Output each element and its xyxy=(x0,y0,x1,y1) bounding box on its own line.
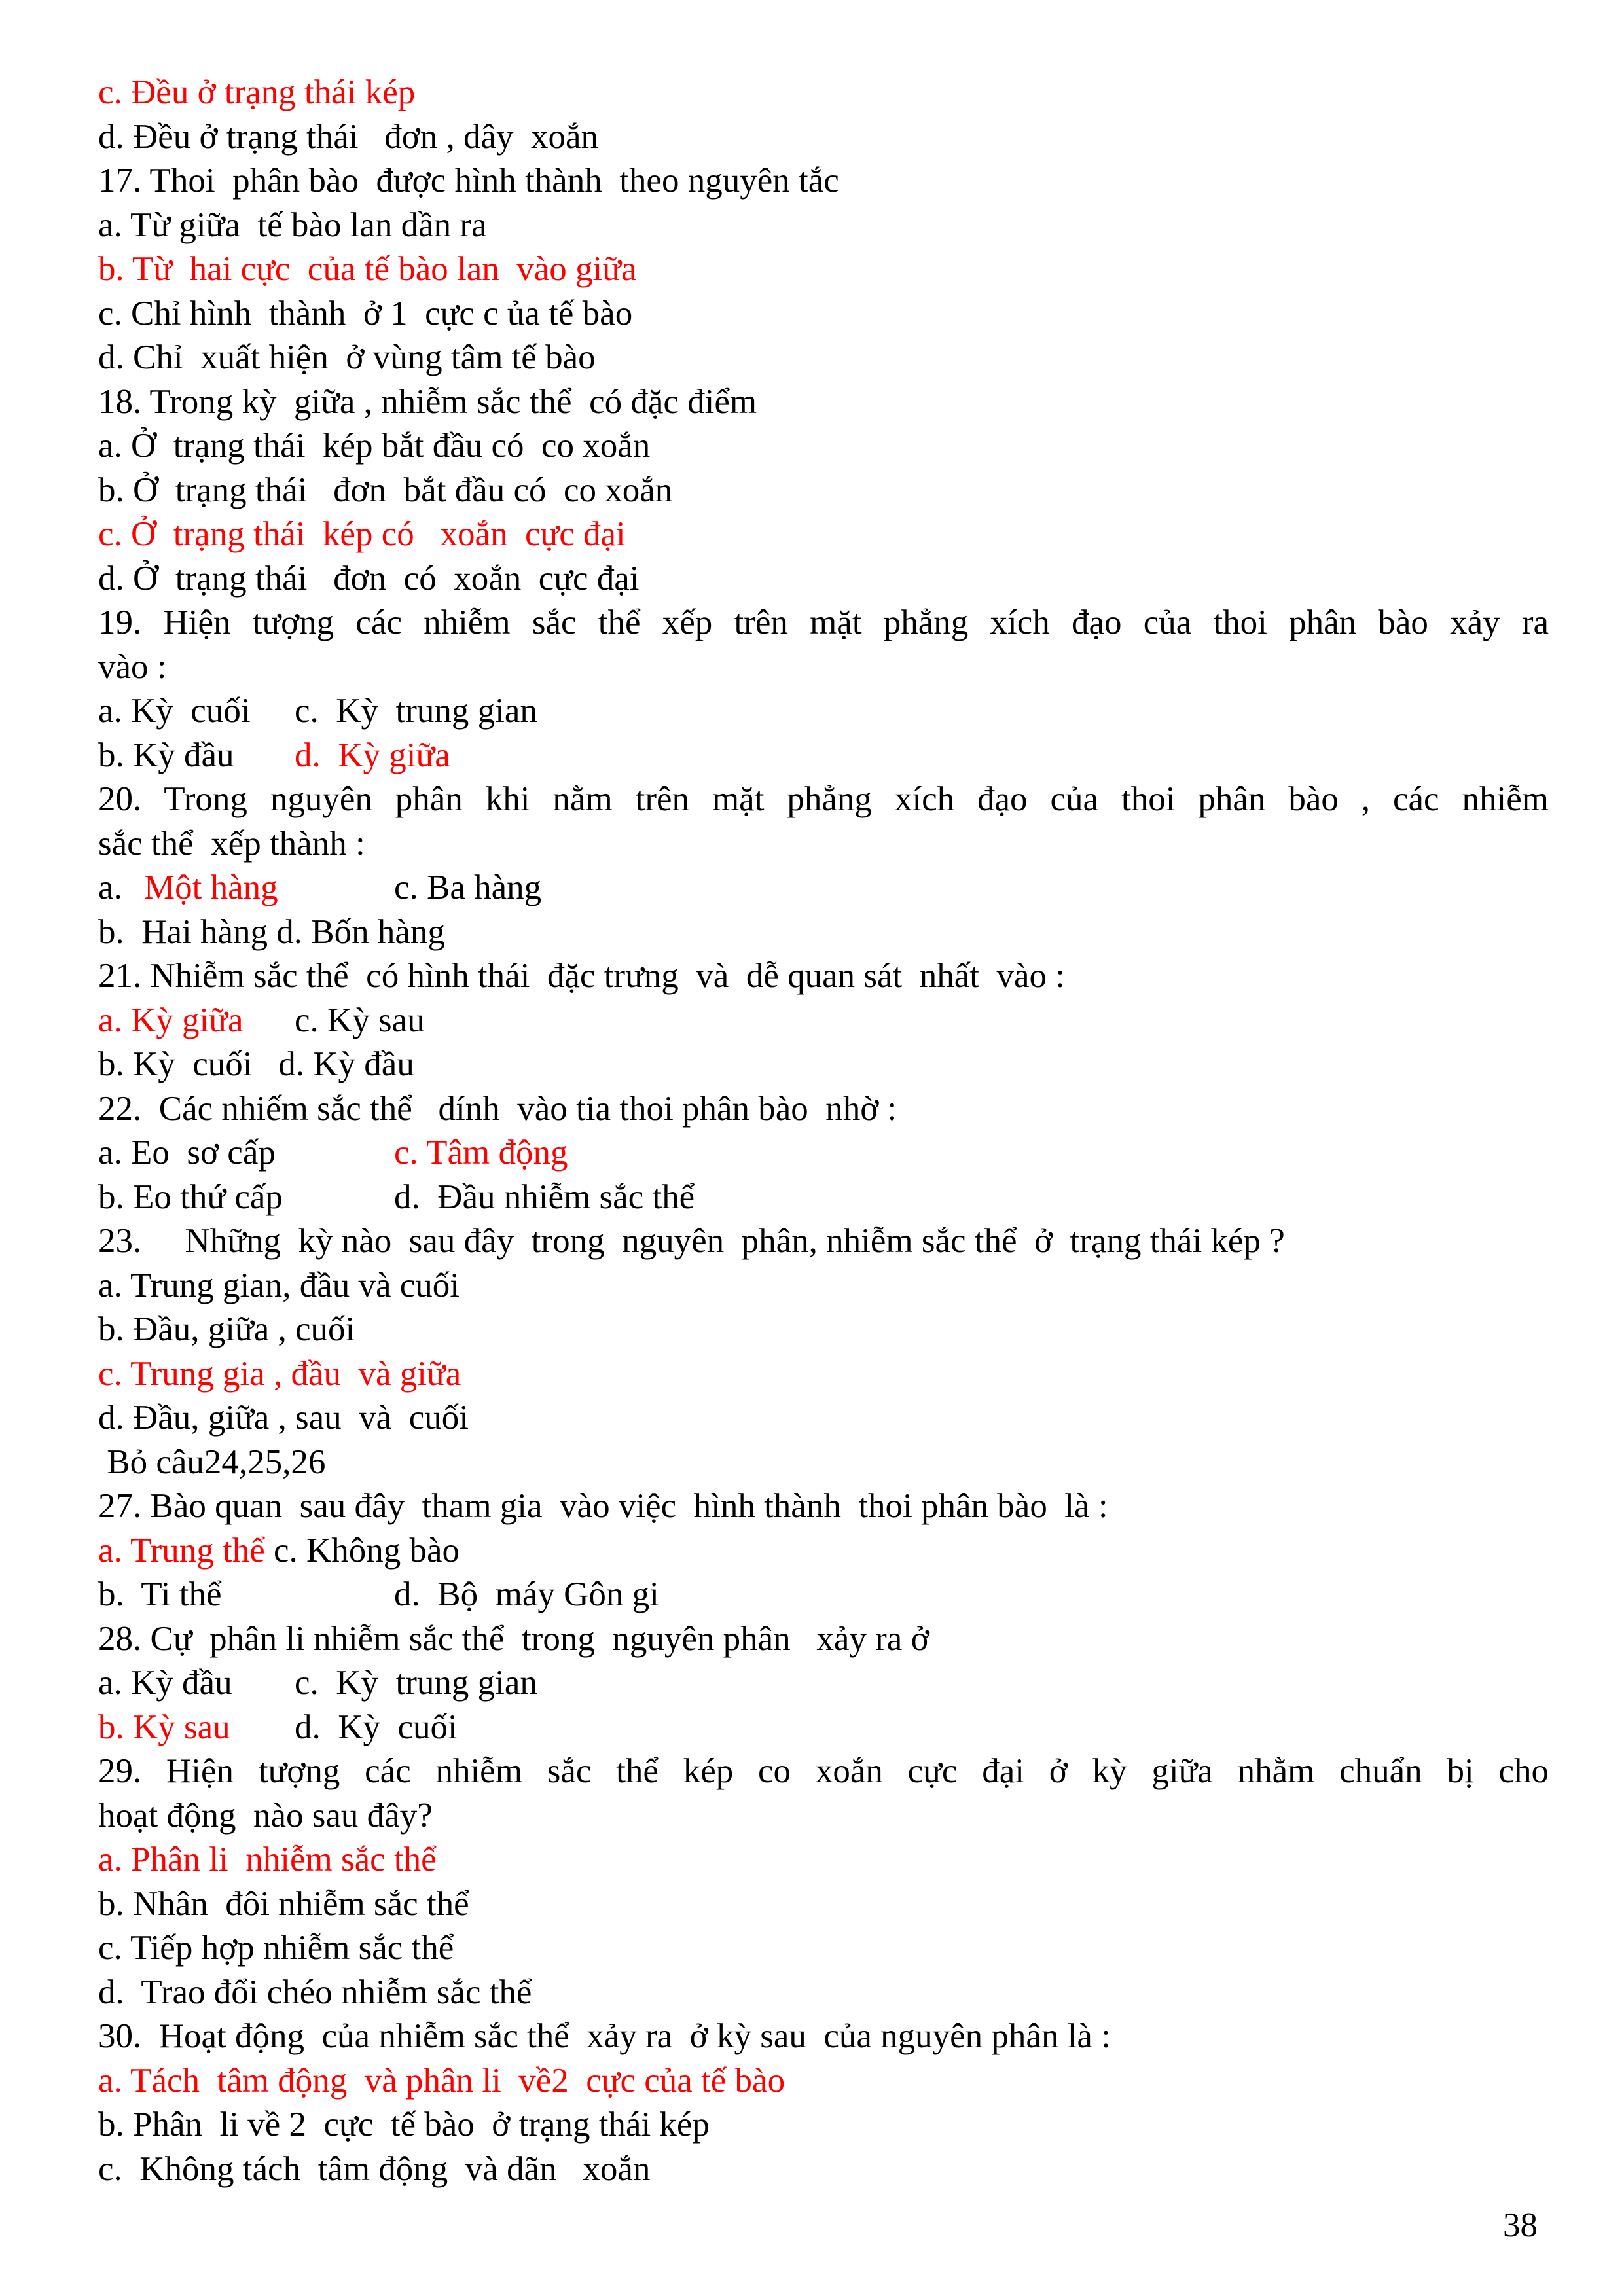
option-line: b. Phân li về 2 cực tế bào ở trạng thái kép xyxy=(98,2106,710,2144)
question-28: 28. Cự phân li nhiễm sắc thể trong nguyên phân xảy ra ở xyxy=(98,1619,929,1658)
note-line: Bỏ câu24,25,26 xyxy=(98,1443,326,1481)
page-number: 38 xyxy=(1503,2206,1538,2244)
answer-line: c. Đều ở trạng thái kép xyxy=(98,73,416,111)
option-a: a. Kỳ đầu xyxy=(98,1664,232,1702)
option-row xyxy=(98,734,1549,778)
option-b: b. Eo thứ cấp xyxy=(98,1177,283,1216)
option-line: d. Trao đổi chéo nhiễm sắc thể xyxy=(98,1973,532,2011)
option-a: a. Eo sơ cấp xyxy=(98,1134,276,1172)
option-line: b. Ở trạng thái đơn bắt đầu có co xoắn xyxy=(98,471,673,509)
question-19: 19. Hiện tượng các nhiễm sắc thể xếp trên mặt phẳng xích đạo của thoi phân bào xảy ra xyxy=(98,603,1549,641)
option-c: c. Ba hàng xyxy=(394,869,542,906)
option-line: b. Nhân đôi nhiễm sắc thể xyxy=(98,1884,469,1923)
option-line: b. Kỳ cuối d. Kỳ đầu xyxy=(98,1045,414,1083)
question-18: 18. Trong kỳ giữa , nhiễm sắc thể có đặc điểm xyxy=(98,382,757,421)
option-a-answer: Một hàng xyxy=(144,869,278,906)
option-c: c. Không bào xyxy=(264,1531,460,1570)
option-d: d. Bộ máy Gôn gi xyxy=(394,1575,659,1613)
option-row xyxy=(98,999,1549,1043)
option-line: d. Đầu, giữa , sau và cuối xyxy=(98,1399,469,1437)
option-c-answer: c. Tâm động xyxy=(394,1134,568,1172)
option-c: c. Kỳ trung gian xyxy=(295,692,537,730)
option-row xyxy=(98,1706,1549,1750)
question-30: 30. Hoạt động của nhiễm sắc thể xảy ra ở kỳ sau của nguyên phân là : xyxy=(98,2017,1111,2055)
option-a: a. Kỳ cuối xyxy=(98,692,251,730)
option-row xyxy=(98,1529,1549,1573)
question-27: 27. Bào quan sau đây tham gia vào việc hình thành thoi phân bào là : xyxy=(98,1487,1108,1525)
answer-line-mixed xyxy=(98,512,1549,557)
answer-line: a. Tách tâm động và phân li về2 cực của tế bào xyxy=(98,2061,785,2100)
option-b: b. Kỳ đầu xyxy=(98,736,234,774)
question-continuation: vào : xyxy=(98,647,167,686)
answer-line: b. Từ hai cực của tế bào lan vào giữa xyxy=(98,250,637,288)
option-row xyxy=(98,1573,1549,1617)
option-d: d. Đầu nhiễm sắc thể xyxy=(394,1177,695,1216)
option-c: c. Kỳ trung gian xyxy=(295,1664,537,1702)
question-continuation: sắc thể xếp thành : xyxy=(98,824,365,863)
question-22: 22. Các nhiếm sắc thể dính vào tia thoi phân bào nhờ : xyxy=(98,1089,897,1128)
question-21: 21. Nhiễm sắc thể có hình thái đặc trưng và dễ quan sát nhất vào : xyxy=(98,957,1065,995)
option-row xyxy=(98,689,1549,734)
option-line: a. Từ giữa tế bào lan dần ra xyxy=(98,206,487,244)
document-body xyxy=(98,71,1549,2191)
option-line: d. Đều ở trạng thái đơn , dây xoắn xyxy=(98,117,599,156)
option-row xyxy=(98,866,1549,910)
answer-part: thái kép có xoắn cực đại xyxy=(244,515,626,553)
answer-part: c. Ở trạng xyxy=(98,515,245,553)
option-line: b. Hai hàng d. Bốn hàng xyxy=(98,912,445,951)
question-29: 29. Hiện tượng các nhiễm sắc thể kép co xoắn cực đại ở kỳ giữa nhằm chuẩn bị cho xyxy=(98,1752,1549,1790)
option-row xyxy=(98,1661,1549,1706)
question-23: 23. Những kỳ nào sau đây trong nguyên phân, nhiễm sắc thể ở trạng thái kép ? xyxy=(98,1222,1285,1260)
option-a-answer: a. Trung thể xyxy=(98,1531,265,1570)
option-a-answer: a. Kỳ giữa xyxy=(98,1001,244,1039)
option-row xyxy=(98,1175,1549,1220)
option-a-label: a. xyxy=(98,869,122,906)
option-line: c. Chỉ hình thành ở 1 cực c ủa tế bào xyxy=(98,294,633,332)
option-line: b. Đầu, giữa , cuối xyxy=(98,1310,355,1348)
option-b: b. Ti thể xyxy=(98,1575,222,1613)
question-continuation: hoạt động nào sau đây? xyxy=(98,1796,433,1835)
option-line: d. Ở trạng thái đơn có xoắn cực đại xyxy=(98,559,640,598)
answer-line: c. Trung gia , đầu và giữa xyxy=(98,1354,461,1393)
option-row xyxy=(98,1131,1549,1175)
option-line: d. Chỉ xuất hiện ở vùng tâm tế bào xyxy=(98,338,596,376)
option-c: c. Kỳ sau xyxy=(295,1001,425,1039)
option-d-answer: d. Kỳ giữa xyxy=(295,736,450,774)
option-line: a. Ở trạng thái kép bắt đầu có co xoắn xyxy=(98,427,651,465)
option-line: a. Trung gian, đầu và cuối xyxy=(98,1266,460,1304)
option-b-answer: b. Kỳ sau xyxy=(98,1708,230,1746)
question-20: 20. Trong nguyên phân khi nằm trên mặt phẳng xích đạo của thoi phân bào , các nhiễm xyxy=(98,780,1549,818)
option-line: c. Không tách tâm động và dãn xoắn xyxy=(98,2149,651,2188)
answer-line: a. Phân li nhiễm sắc thể xyxy=(98,1840,437,1878)
option-d: d. Kỳ cuối xyxy=(295,1708,458,1746)
option-line: c. Tiếp hợp nhiễm sắc thể xyxy=(98,1929,454,1967)
question-17: 17. Thoi phân bào được hình thành theo nguyên tắc xyxy=(98,162,839,200)
